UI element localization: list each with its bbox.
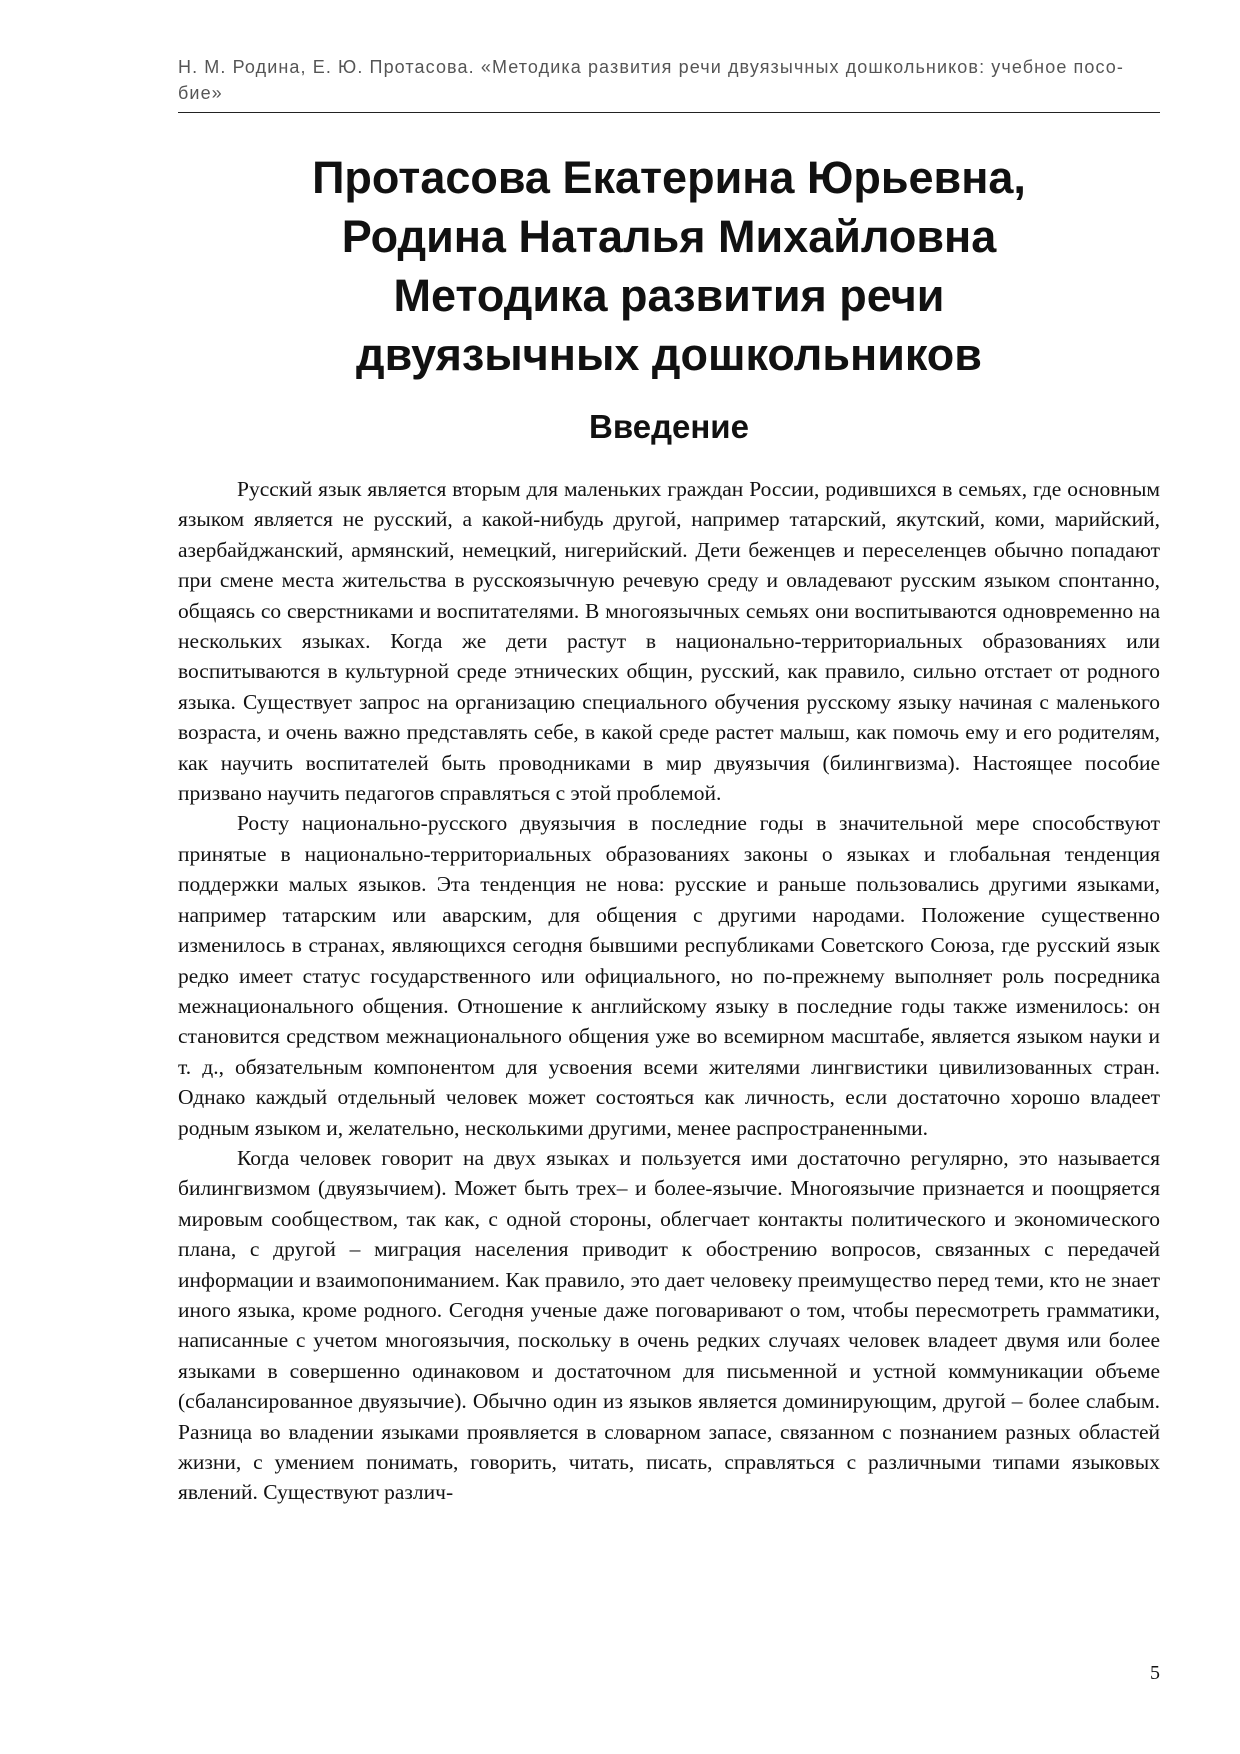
paragraph: Росту национально-русского двуязычия в последние годы в значительной мере способствуют принятые в национально-территориальных образованиях законы о языках и глобальная тенденция поддержки малых языков. Эта тенденция не нова: русские и раньше пользовались другими языками, например татарским или аварским, для общения с другими народами. Положение существенно изменилось в странах, являющихся сегодня бывшими республиками Советского Союза, где русский язык редко имеет статус государственного или официального, но по-прежнему выполняет роль посредника межнационального общения. Отношение к английскому языку в последние годы также изменилось: он становится средством межнационального общения уже во всемирном масштабе, является языком науки и т. д., обязательным компонентом для усвоения всеми жителями лингвистики цивилизованных стран. Однако каждый отдельный человек может состояться как личность, если достаточно хорошо владеет родным языком и, желательно, несколькими другими, менее распространенными. — [178, 811, 1160, 1140]
body-text — [178, 474, 1160, 1508]
header-divider — [178, 112, 1160, 113]
paragraph: Когда человек говорит на двух языках и пользуется ими достаточно регулярно, это называется билингвизмом (двуязычием). Может быть трех– и более-язычие. Многоязычие признается и поощряется мировым сообществом, так как, с одной стороны, облегчает контакты политического и экономического плана, с другой – миграция населения приводит к обострению вопросов, связанных с передачей информации и взаимопониманием. Как правило, это дает человеку преимущество перед теми, кто не знает иного языка, кроме родного. Сегодня ученые даже поговаривают о том, чтобы пересмотреть грамматики, написанные с учетом многоязычия, поскольку в очень редких случаях человек владеет двумя или более языками в совершенно одинаковом и достаточном для письменной и устной коммуникации объеме (сбалансированное двуязычие). Обычно один из языков является доминирующим, другой – более слабым. Разница во владении языками проявляется в словарном запасе, связанном с познанием разных областей жизни, с умением понимать, говорить, читать, писать, справляться с различными типами языковых явлений. Существуют различ- — [178, 1145, 1160, 1505]
book-title — [178, 148, 1160, 384]
page-number: 5 — [1150, 1662, 1160, 1684]
book-title-line-3: Методика развития речи — [393, 270, 945, 321]
book-title-line-4: двуязычных дошкольников — [356, 329, 982, 380]
book-title-line-2: Родина Наталья Михайловна — [341, 211, 997, 262]
book-title-line-1: Протасова Екатерина Юрьевна, — [312, 152, 1026, 203]
paragraph: Русский язык является вторым для маленьких граждан России, родившихся в семьях, где основным языком является не русский, а какой-нибудь другой, например татарский, якутский, коми, марийский, азербайджанский, армянский, немецкий, нигерийский. Дети беженцев и переселенцев обычно попадают при смене места жительства в русскоязычную речевую среду и овладевают русским языком спонтанно, общаясь со сверстниками и воспитателями. В многоязычных семьях они воспитываются одновременно на нескольких языках. Когда же дети растут в национально-территориальных образованиях или воспитываются в культурной среде этнических общин, русский, как правило, сильно отстает от родного языка. Существует запрос на организацию специального обучения русскому языку начиная с маленького возраста, и очень важно представлять себе, в какой среде растет малыш, как помочь ему и его родителям, как научить воспитателей быть проводниками в мир двуязычия (билингвизма). Настоящее пособие призвано научить педагогов справляться с этой проблемой. — [178, 477, 1160, 806]
running-header: Н. М. Родина, Е. Ю. Протасова. «Методика развития речи двуязычных дошкольников: учебное посо-бие» — [178, 57, 1125, 103]
section-heading: Введение — [589, 408, 749, 445]
